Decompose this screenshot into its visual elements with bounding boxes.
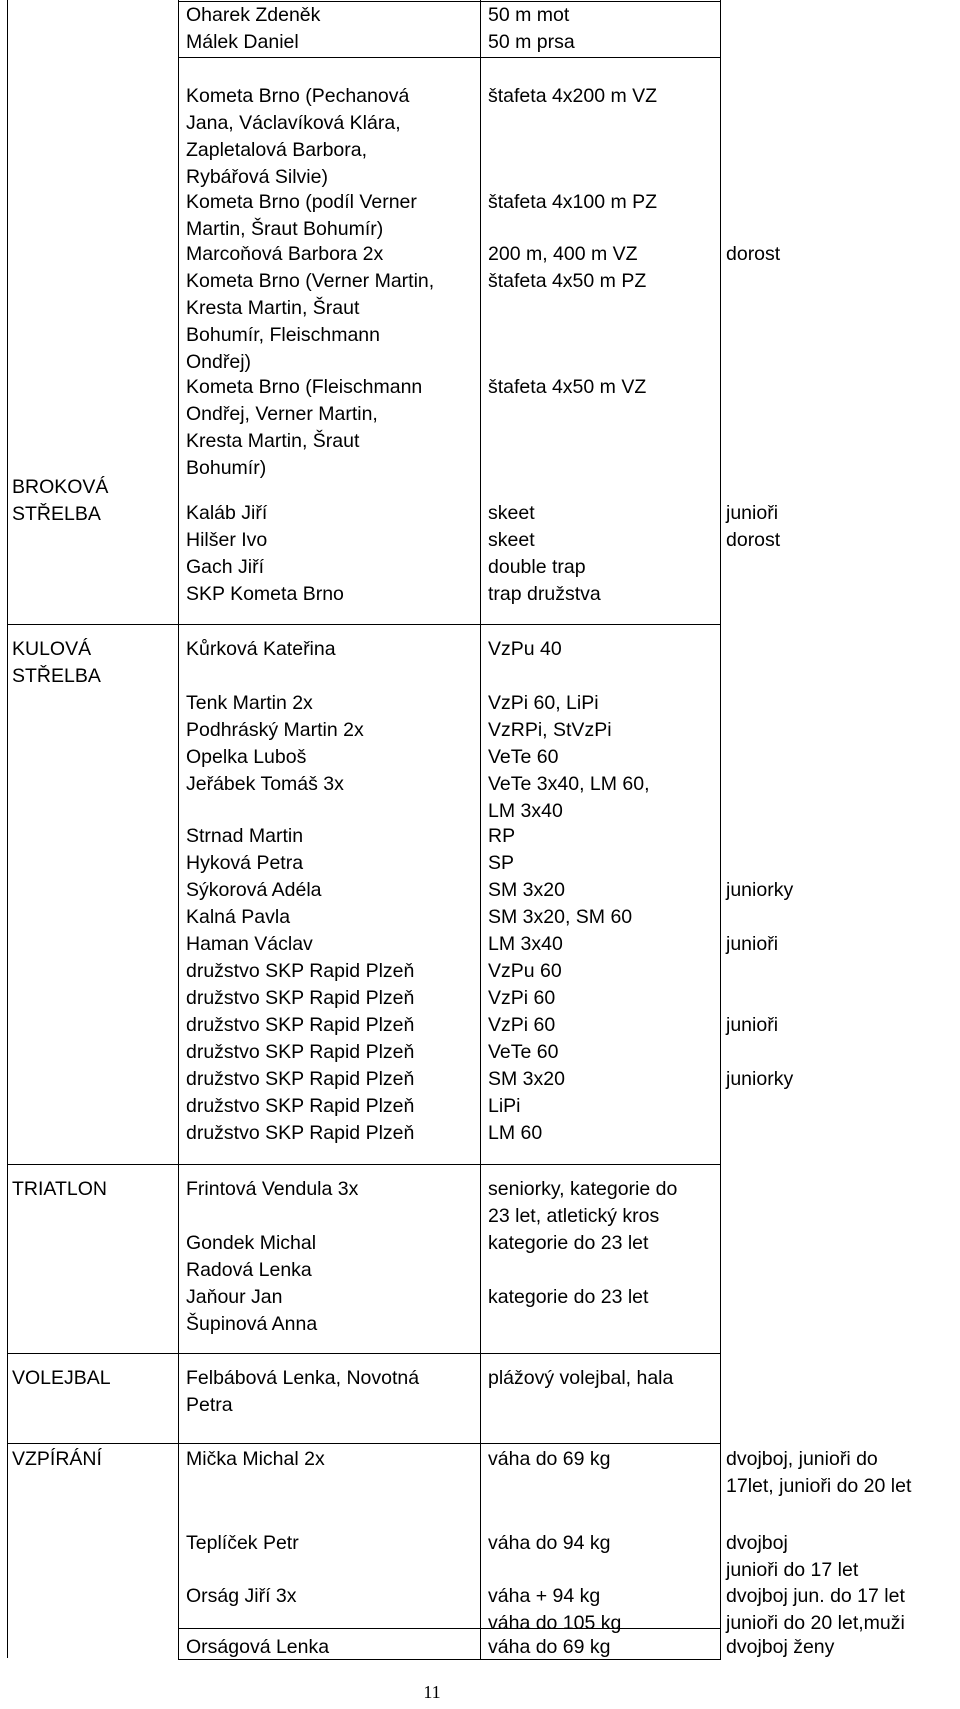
athlete-name: družstvo SKP Rapid Plzeň [186,1122,415,1144]
category: junioři [726,502,779,524]
discipline: váha + 94 kg váha do 105 kg [488,1585,622,1634]
athlete-name: Tenk Martin 2x [186,692,313,714]
discipline: skeet [488,529,535,551]
discipline: VzPi 60, LiPi [488,692,599,714]
discipline: SM 3x20, SM 60 [488,906,633,928]
athlete-name: Jeřábek Tomáš 3x [186,773,344,795]
discipline: 50 m mot [488,4,570,26]
discipline: SM 3x20 [488,879,565,901]
page-number: 11 [423,1682,441,1702]
athlete-name: Šupinová Anna [186,1313,318,1335]
athlete-name: Strnad Martin [186,825,304,847]
table-border-inner-discipline-right [720,0,721,1629]
athlete-name: Frintová Vendula 3x [186,1178,359,1200]
discipline: VzPi 60 [488,987,556,1009]
athlete-name: Hilšer Ivo [186,529,268,551]
discipline: kategorie do 23 let [488,1232,649,1254]
category: dvojboj junioři do 17 let [726,1532,859,1581]
discipline: RP [488,825,516,847]
category: dvojboj ženy [726,1636,835,1658]
sport-label: TRIATLON [12,1178,107,1200]
row-divider [7,1353,720,1354]
discipline: váha do 69 kg [488,1636,611,1658]
discipline: LM 3x40 [488,933,563,955]
athlete-name: Felbábová Lenka, Novotná Petra [186,1367,420,1416]
athlete-name: Oharek Zdeněk [186,4,321,26]
athlete-name: Jaňour Jan [186,1286,283,1308]
sport-label: VOLEJBAL [12,1367,111,1389]
athlete-name: SKP Kometa Brno [186,583,344,605]
category: dvojboj, junioři do 17let, junioři do 20 let [726,1448,912,1497]
row-divider [178,57,720,58]
athlete-name: Opelka Luboš [186,746,307,768]
discipline: štafeta 4x50 m PZ [488,270,647,292]
discipline: VeTe 3x40, LM 60, LM 3x40 [488,773,650,822]
athlete-name: Kometa Brno (Pechanová Jana, Václavíková Klára, Zapletalová Barbora, Rybářová Silvie) [186,85,410,188]
row-divider [7,1443,720,1444]
discipline: štafeta 4x100 m PZ [488,191,658,213]
discipline: SM 3x20 [488,1068,565,1090]
category: junioři [726,1014,779,1036]
discipline: plážový volejbal, hala [488,1367,674,1389]
discipline: trap družstva [488,583,601,605]
athlete-name: Kůrková Kateřina [186,638,336,660]
athlete-name: Orság Jiří 3x [186,1585,297,1607]
discipline: LiPi [488,1095,521,1117]
category: dvojboj jun. do 17 let junioři do 20 let,muži [726,1585,905,1634]
row-divider [7,624,720,625]
athlete-name: Kometa Brno (podíl Verner Martin, Šraut Bohumír) [186,191,417,240]
athlete-name: Podhráský Martin 2x [186,719,364,741]
athlete-name: Kometa Brno (Fleischmann Ondřej, Verner Martin, Kresta Martin, Šraut Bohumír) [186,376,423,479]
category: dorost [726,243,781,265]
athlete-name: Gach Jiří [186,556,265,578]
row-divider [178,1659,720,1660]
athlete-name: Gondek Michal [186,1232,317,1254]
athlete-name: Haman Václav [186,933,313,955]
discipline: double trap [488,556,586,578]
table-border-bottom-segment [720,1629,721,1660]
discipline: LM 60 [488,1122,543,1144]
discipline: váha do 69 kg [488,1448,611,1470]
athlete-name: Kaláb Jiří [186,502,268,524]
table-border-inner-name-left [178,0,179,1629]
discipline: VzRPi, StVzPi [488,719,612,741]
discipline: štafeta 4x200 m VZ [488,85,658,107]
discipline: štafeta 4x50 m VZ [488,376,647,398]
athlete-name: družstvo SKP Rapid Plzeň [186,1095,415,1117]
athlete-name: Sýkorová Adéla [186,879,322,901]
athlete-name: Teplíček Petr [186,1532,299,1554]
athlete-name: družstvo SKP Rapid Plzeň [186,1041,415,1063]
discipline: skeet [488,502,535,524]
discipline: kategorie do 23 let [488,1286,649,1308]
athlete-name: Kalná Pavla [186,906,291,928]
table-border-inner-name-right [480,0,481,1629]
discipline: VzPu 40 [488,638,562,660]
discipline: VzPu 60 [488,960,562,982]
athlete-name: Orságová Lenka [186,1636,330,1658]
athlete-name: Mička Michal 2x [186,1448,325,1470]
row-divider [178,1628,720,1629]
athlete-name: družstvo SKP Rapid Plzeň [186,1068,415,1090]
category: juniorky [726,1068,794,1090]
table-border-left [7,0,8,1658]
category: juniorky [726,879,794,901]
category: junioři [726,933,779,955]
discipline: 200 m, 400 m VZ [488,243,638,265]
sport-label: KULOVÁ STŘELBA [12,638,101,687]
athlete-name: Hyková Petra [186,852,304,874]
athlete-name: družstvo SKP Rapid Plzeň [186,987,415,1009]
discipline: seniorky, kategorie do 23 let, atletický kros [488,1178,678,1227]
discipline: 50 m prsa [488,31,575,53]
discipline: váha do 94 kg [488,1532,611,1554]
table-border-bottom-segment [480,1629,481,1660]
discipline: VzPi 60 [488,1014,556,1036]
athlete-name: Málek Daniel [186,31,299,53]
table-border-bottom-segment [178,1629,179,1660]
category: dorost [726,529,781,551]
discipline: VeTe 60 [488,1041,559,1063]
discipline: VeTe 60 [488,746,559,768]
athlete-name: Radová Lenka [186,1259,312,1281]
sport-label: VZPÍRÁNÍ [12,1448,102,1470]
athlete-name: družstvo SKP Rapid Plzeň [186,960,415,982]
athlete-name: družstvo SKP Rapid Plzeň [186,1014,415,1036]
athlete-name: Marcoňová Barbora 2x [186,243,384,265]
athlete-name: Kometa Brno (Verner Martin, Kresta Martin, Šraut Bohumír, Fleischmann Ondřej) [186,270,435,373]
row-divider [7,1164,720,1165]
discipline: SP [488,852,515,874]
sport-label: BROKOVÁ STŘELBA [12,476,109,525]
